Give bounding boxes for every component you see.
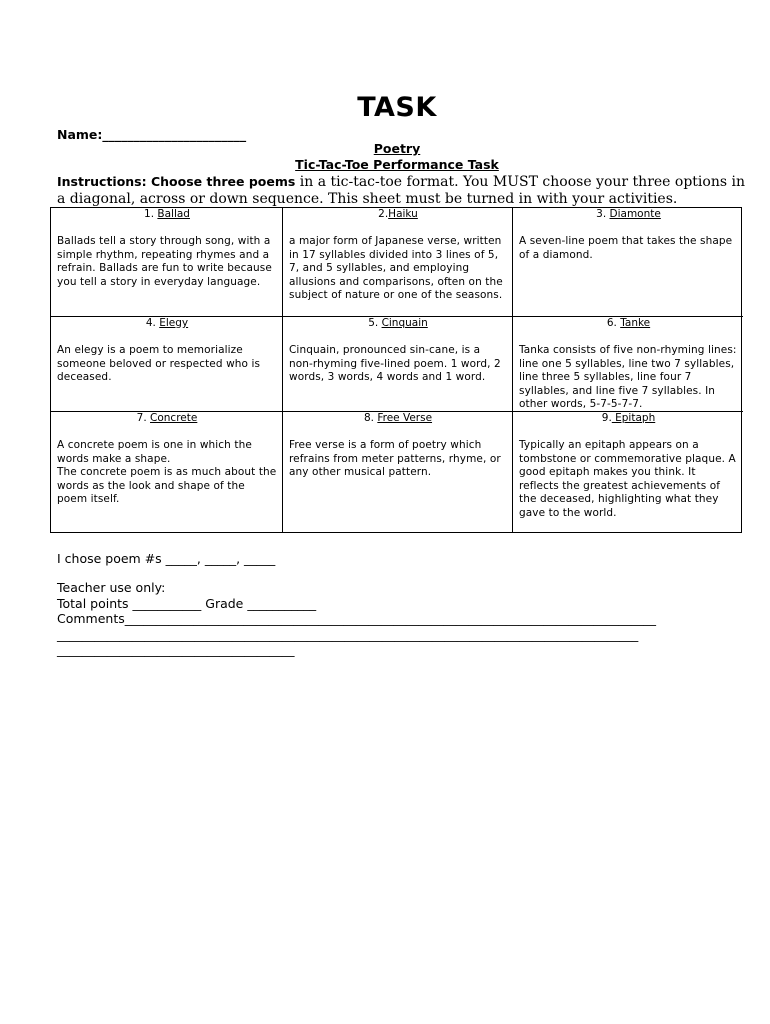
cell-number: 9. xyxy=(601,412,612,424)
comments-line-3: ______________________________________ xyxy=(57,642,295,657)
chosen-poems-line: I chose poem #s _____, _____, _____ xyxy=(57,551,276,566)
cell-number: 5. xyxy=(368,317,382,329)
poem-description: An elegy is a poem to memorialize someone beloved or respected who is deceased. xyxy=(57,344,261,384)
cell-number: 4. xyxy=(145,317,160,329)
poem-description: a major form of Japanese verse, written in 17 syllables divided into 3 lines of 5, 7, and 5 syllables, and employing allusions and comparisons, often on the subject of nature or one of the seasons. xyxy=(289,235,503,302)
task-heading: Tic-Tac-Toe Performance Task xyxy=(295,157,499,172)
poem-name: Diamonte xyxy=(609,208,661,220)
cell-heading xyxy=(289,208,507,221)
cell-number: 8. xyxy=(363,412,378,424)
poem-name: Ballad xyxy=(157,208,190,220)
teacher-section xyxy=(57,580,656,658)
grid-cell-5 xyxy=(283,317,513,412)
grid-cell-4 xyxy=(51,317,283,412)
instructions xyxy=(57,173,747,208)
poem-description: Ballads tell a story through song, with a simple rhythm, repeating rhymes and a refrain. Ballads are fun to write because you tell a story in everyday language. xyxy=(57,235,272,288)
cell-number: 3. xyxy=(596,208,610,220)
cell-heading xyxy=(519,208,738,221)
cell-heading xyxy=(519,317,738,330)
instructions-lead: Instructions: Choose three poems xyxy=(57,174,296,189)
grid-cell-2 xyxy=(283,208,513,317)
poem-name: Tanke xyxy=(620,317,651,329)
poem-name: Free Verse xyxy=(377,412,433,424)
cell-number: 6. xyxy=(606,317,621,329)
cell-heading xyxy=(519,412,738,425)
tic-tac-toe-grid xyxy=(50,207,742,533)
poem-name: Elegy xyxy=(159,317,189,329)
cell-number: 2. xyxy=(378,208,389,220)
poem-description: Cinquain, pronounced sin-cane, is a non-rhyming five-lined poem. 1 word, 2 words, 3 words, 4 words and 1 word. xyxy=(289,344,501,384)
comments-line-2: _____________________________________________________________________________________________ xyxy=(57,626,639,642)
poem-description: Free verse is a form of poetry which refrains from meter patterns, rhyme, or any other musical pattern. xyxy=(289,439,501,479)
name-field-line: Name:_______________________ xyxy=(57,127,247,142)
instructions-text: in a tic-tac-toe format. You MUST choose your three options in a diagonal, across or down sequence. This sheet must be turned in with your activities. xyxy=(57,174,745,207)
points-grade-line: Total points ___________ Grade ___________ xyxy=(57,595,317,611)
cell-heading xyxy=(289,317,507,330)
grid-cell-1 xyxy=(51,208,283,317)
cell-heading xyxy=(57,208,277,221)
poem-description: A concrete poem is one in which the words make a shape. The concrete poem is as much about the words as the look and shape of the poem itself. xyxy=(57,439,277,506)
cell-number: 1. xyxy=(144,208,158,220)
subject-heading: Poetry xyxy=(373,141,421,156)
grid-cell-7 xyxy=(51,412,283,532)
cell-number: 7. xyxy=(136,412,151,424)
cell-heading xyxy=(57,412,277,425)
poem-name: Epitaph xyxy=(611,412,656,424)
poem-name: Cinquain xyxy=(381,317,428,329)
poem-description: A seven-line poem that takes the shape of a diamond. xyxy=(519,235,733,261)
cell-heading xyxy=(289,412,507,425)
comments-line: Comments_____________________________________________________________________________________ xyxy=(57,611,657,626)
grid-cell-3 xyxy=(513,208,743,317)
poem-description: Tanka consists of five non-rhyming lines: line one 5 syllables, line two 7 syllables, line three 5 syllables, line four 7 syllables, and line five 7 syllables. In other words, 5-7-5-7-7. xyxy=(519,344,737,411)
grid-cell-8 xyxy=(283,412,513,532)
teacher-heading: Teacher use only: xyxy=(57,580,166,595)
grid-cell-9 xyxy=(513,412,743,532)
page-title: TASK xyxy=(357,92,437,123)
cell-heading xyxy=(57,317,277,330)
poem-name: Haiku xyxy=(388,208,418,220)
grid-cell-6 xyxy=(513,317,743,412)
poem-name: Concrete xyxy=(150,412,198,424)
poem-description: Typically an epitaph appears on a tombstone or commemorative plaque. A good epitaph makes you think. It reflects the greatest achievements of the deceased, highlighting what they gave to the world. xyxy=(519,439,736,519)
